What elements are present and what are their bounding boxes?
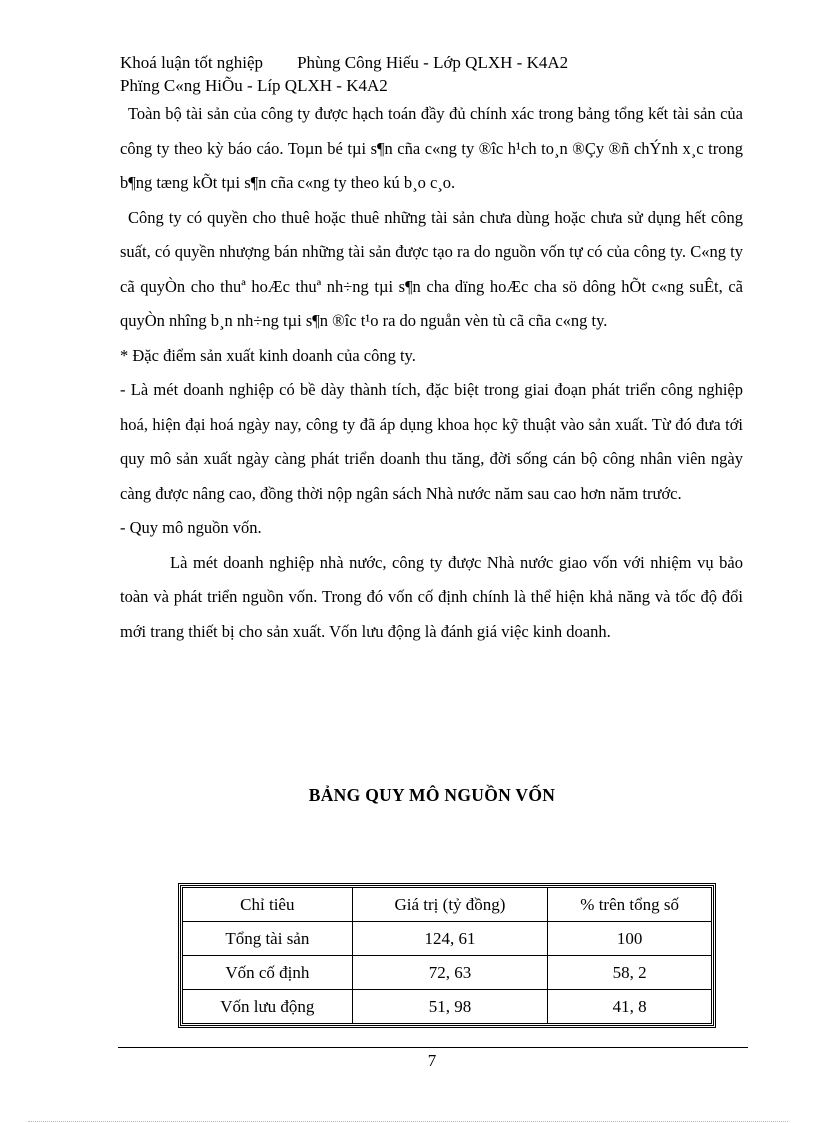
table-cell: 58, 2 (548, 956, 712, 990)
paragraph-rights: Công ty có quyền cho thuê hoặc thuê những tài sản chưa dùng hoặc chưa sử dụng hết công suất, có quyền nhượng bán những tài sản được tạo ra do nguồn vốn tự có của công ty. C«ng ty cã quyÒn cho thuª hoÆc thuª nh÷ng tµi s¶n cha dïng hoÆc cha sö dông hÕt c«ng suÊt, cã quyÒn nhîng b¸n nh÷ng tµi s¶n ®îc t¹o ra do nguån vèn tù cã cña c«ng ty. (120, 207, 743, 330)
header-percent: % trên tổng số (548, 888, 712, 922)
table-cell: 51, 98 (352, 990, 548, 1024)
table-cell: 124, 61 (352, 922, 548, 956)
table-row (183, 990, 712, 1024)
page-edge-divider (28, 1121, 788, 1122)
paragraph-achievements: - Là mét doanh nghiệp có bề dày thành tích, đặc biệt trong giai đoạn phát triển công nghiệp hoá, hiện đại hoá ngày nay, công ty đã áp dụng khoa học kỹ thuật vào sản xuất. Từ đó đưa tới quy mô sản xuất ngày càng phát triển doanh thu tăng, đời sống cán bộ công nhân viên ngày càng được nâng cao, đồng thời nộp ngân sách Nhà nước năm sau cao hơn năm trước. (120, 380, 743, 503)
table-cell: Vốn cố định (183, 956, 353, 990)
table-cell: 41, 8 (548, 990, 712, 1024)
capital-table (182, 887, 712, 1024)
table-header-row (183, 888, 712, 922)
header-author: Phùng Công Hiếu - Lớp QLXH - K4A2 (297, 53, 569, 72)
paragraph-assets: Toàn bộ tài sản của công ty được hạch toán đầy đủ chính xác trong bảng tổng kết tài sản của công ty theo kỳ báo cáo. Toµn bé tµi s¶n cña c«ng ty ®îc h¹ch to¸n ®Çy ®ñ chÝnh x¸c trong b¶ng tæng kÕt tµi s¶n cña c«ng ty theo kú b¸o c¸o. (120, 104, 743, 192)
table-title: BẢNG QUY MÔ NGUỒN VỐN (308, 785, 556, 805)
table-cell: 72, 63 (352, 956, 548, 990)
running-header (120, 53, 568, 73)
capital-table-frame (178, 883, 716, 1028)
paragraph-characteristics-heading: * Đặc điểm sản xuất kinh doanh của công ty. (120, 345, 416, 365)
table-cell: 100 (548, 922, 712, 956)
table-row (183, 922, 712, 956)
paragraph-capital: Là mét doanh nghiệp nhà nước, công ty được Nhà nước giao vốn với nhiệm vụ bảo toàn và phát triển nguồn vốn. Trong đó vốn cố định chính là thể hiện khả năng và tốc độ đổi mới trang thiết bị cho sản xuất. Vốn lưu động là đánh giá việc kinh doanh. (120, 552, 743, 641)
table-cell: Tổng tài sản (183, 922, 353, 956)
table-cell: Vốn lưu động (183, 990, 353, 1024)
table-row (183, 956, 712, 990)
page-number: 7 (427, 1051, 437, 1070)
paragraph-capital-heading: - Quy mô nguồn vốn. (120, 518, 262, 537)
header-indicator: Chỉ tiêu (183, 888, 353, 922)
header-value: Giá trị (tỷ đồng) (352, 888, 548, 922)
footer-divider (118, 1047, 748, 1048)
header-thesis-title: Khoá luận tốt nghiệp (120, 53, 264, 72)
body-text (120, 97, 743, 649)
running-header-garbled: Phïng C«ng HiÕu - Líp QLXH - K4A2 (120, 76, 388, 95)
